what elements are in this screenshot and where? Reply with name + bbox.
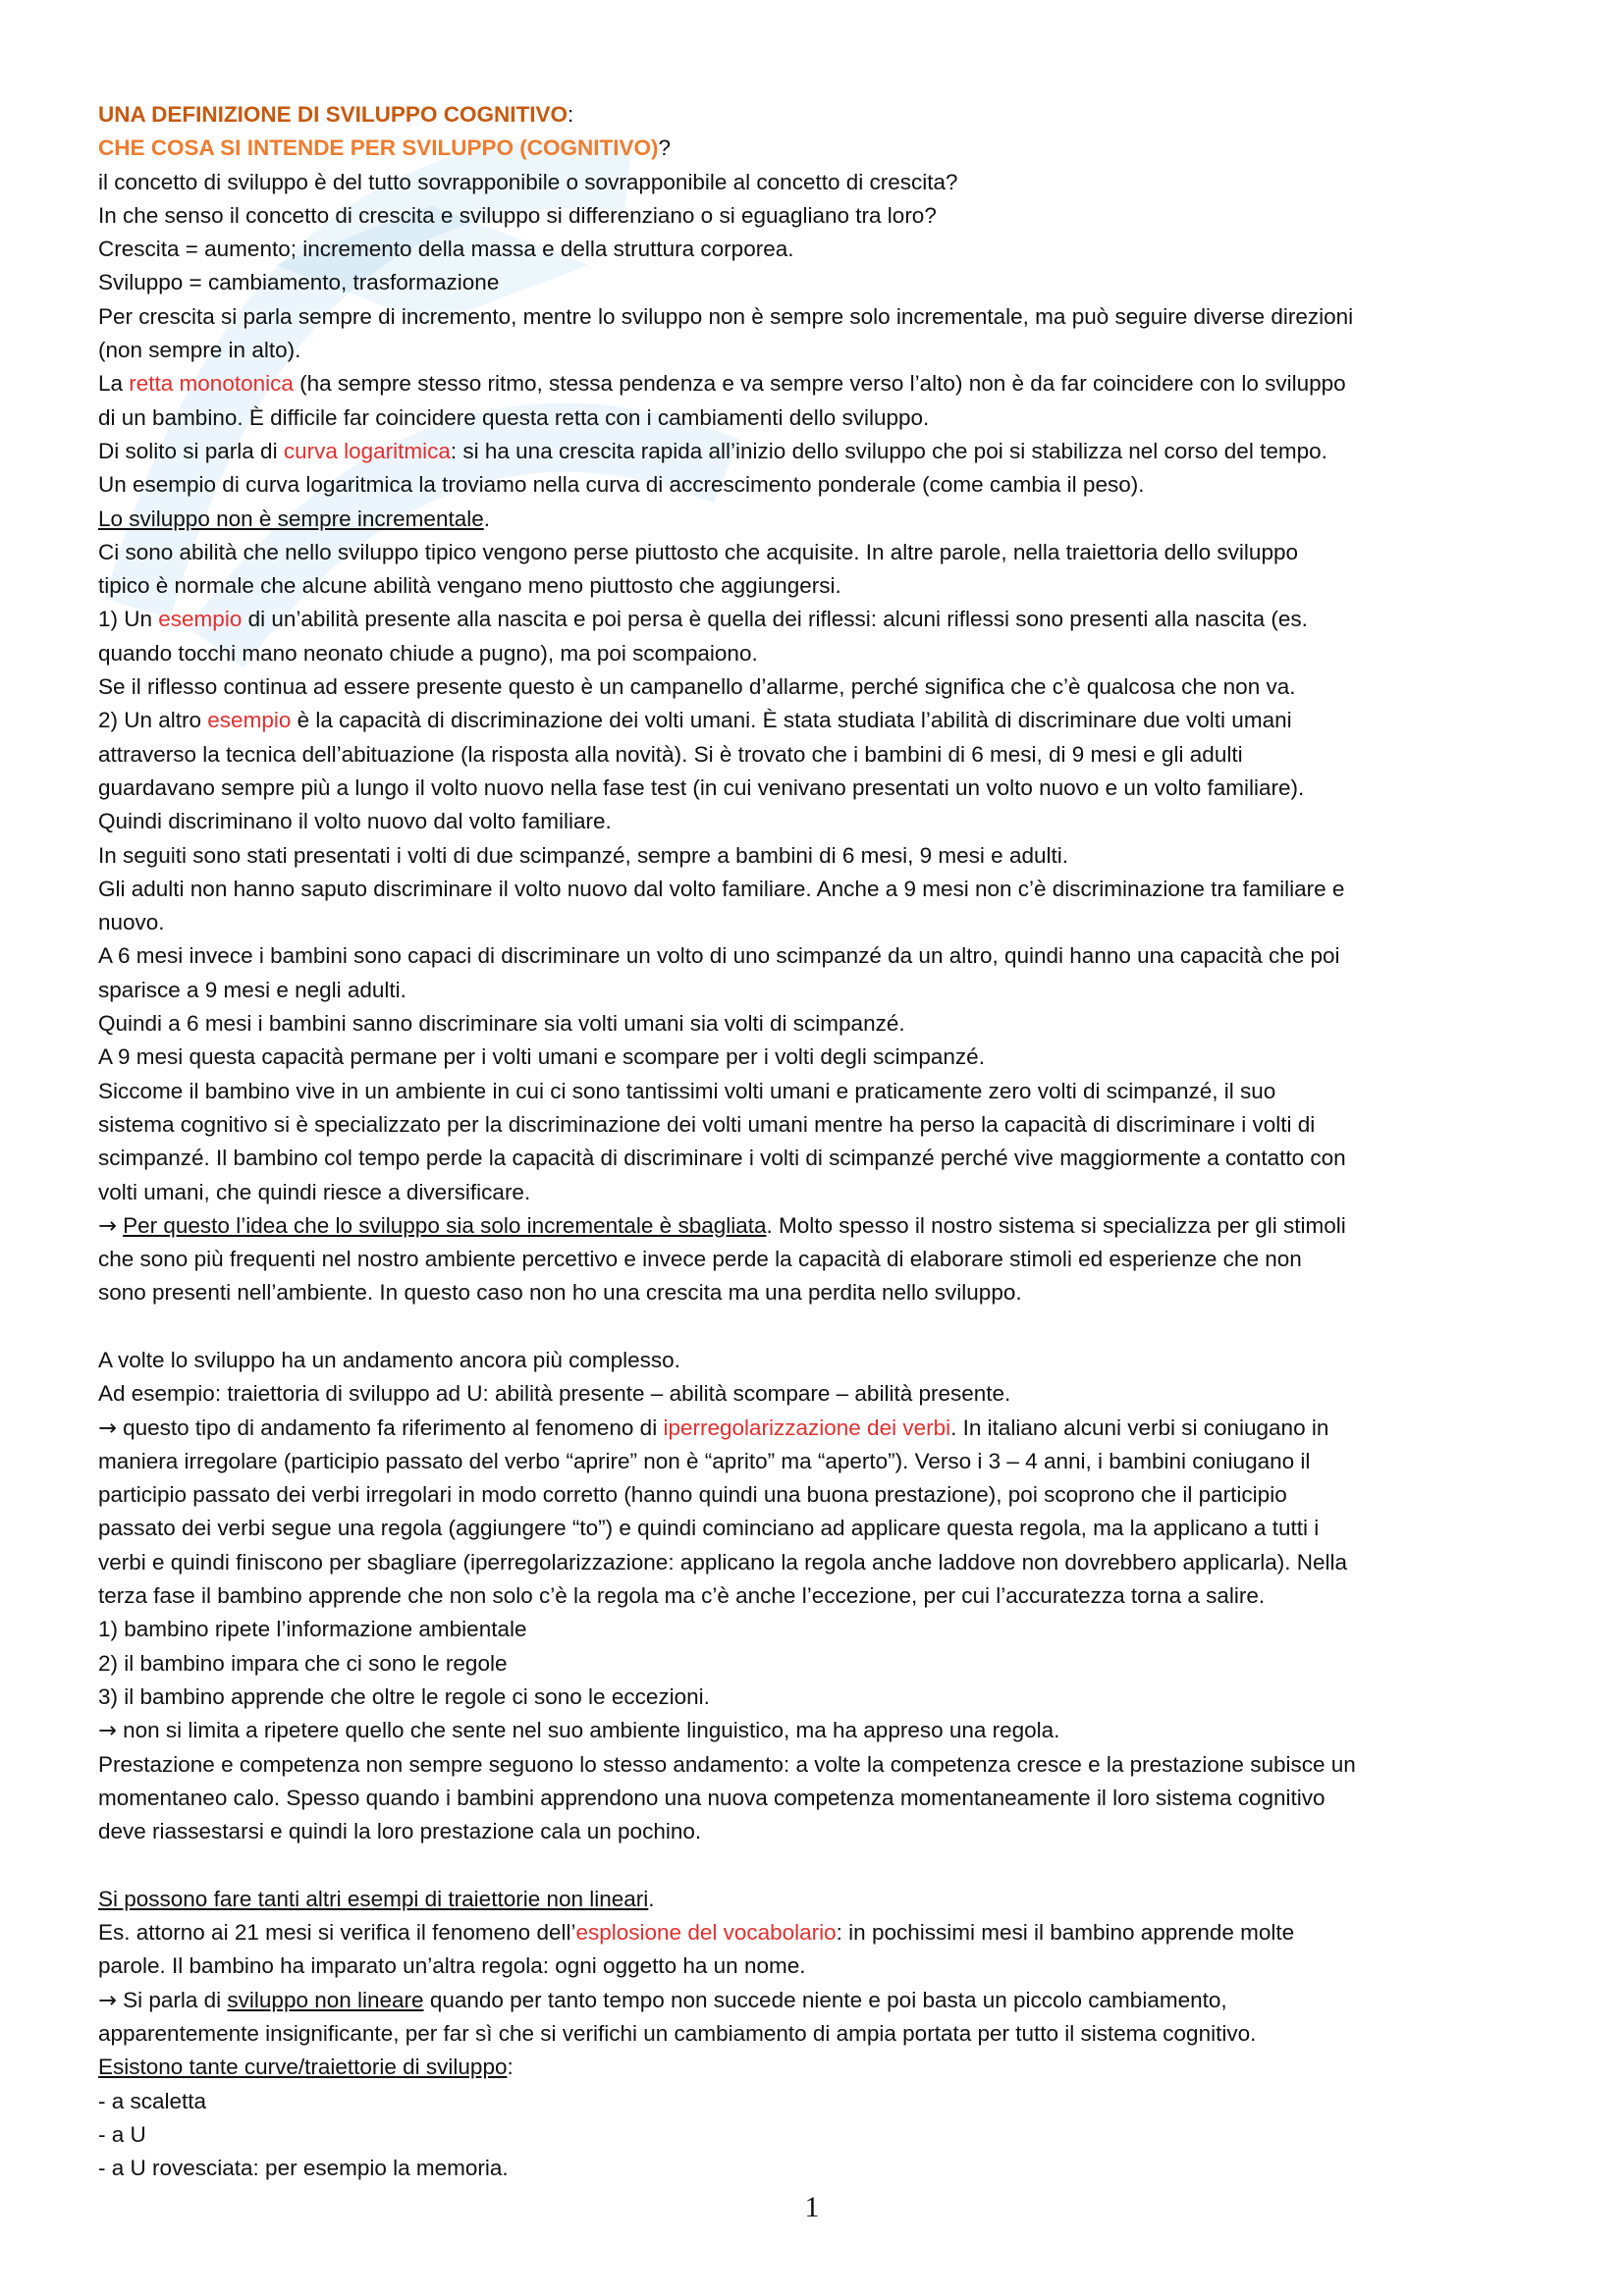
document-subtitle: CHE COSA SI INTENDE PER SVILUPPO (COGNITIVO)? <box>98 135 671 161</box>
list-item: - a scaletta <box>98 2088 207 2113</box>
text-line: 2) Un altro esempio è la capacità di discriminazione dei volti umani. È stata studiata l’abilità di discriminare due volti umani <box>98 708 1292 733</box>
text-line: il concetto di sviluppo è del tutto sovrapponibile o sovrapponibile al concetto di crescita? <box>98 169 958 194</box>
text-line: participio passato dei verbi irregolari in modo corretto (hanno quindi una buona prestazione), poi scoprono che il participio <box>98 1482 1287 1508</box>
arrow-right-icon: → <box>98 1987 117 2013</box>
text-line: che sono più frequenti nel nostro ambiente percettivo e invece perde la capacità di elaborare stimoli ed esperienze che non <box>98 1247 1302 1272</box>
text-line: In seguiti sono stati presentati i volti di due scimpanzé, sempre a bambini di 6 mesi, 9 mesi e adulti. <box>98 842 1068 868</box>
section-heading: Esistono tante curve/traiettorie di sviluppo: <box>98 2055 514 2080</box>
text-line: A 6 mesi invece i bambini sono capaci di discriminare un volto di uno scimpanzé da un altro, quindi hanno una capacità che poi <box>98 943 1340 969</box>
text-line: 1) Un esempio di un’abilità presente alla nascita e poi persa è quella dei riflessi: alcuni riflessi sono presenti alla nascita (es. <box>98 607 1308 632</box>
text-line: → Per questo l’idea che lo sviluppo sia solo incrementale è sbagliata. Molto spesso il nostro sistema si specializza per gli stimoli <box>98 1212 1346 1239</box>
text-line: A 9 mesi questa capacità permane per i volti umani e scompare per i volti degli scimpanzé. <box>98 1044 985 1070</box>
text-line: Di solito si parla di curva logaritmica: si ha una crescita rapida all’inizio dello sviluppo che poi si stabilizza nel corso del tempo. <box>98 438 1327 463</box>
text-line: verbi e quindi finiscono per sbagliare (iperregolarizzazione: applicano la regola anche laddove non dovrebbero applicarla). Nella <box>98 1549 1348 1575</box>
text-line: Quindi a 6 mesi i bambini sanno discriminare sia volti umani sia volti di scimpanzé. <box>98 1011 905 1037</box>
text-line: (non sempre in alto). <box>98 338 301 363</box>
text-line: Ci sono abilità che nello sviluppo tipico vengono perse piuttosto che acquisite. In altre parole, nella traiettoria dello sviluppo <box>98 539 1298 564</box>
document-title: UNA DEFINIZIONE DI SVILUPPO COGNITIVO: <box>98 102 574 127</box>
text-line: attraverso la tecnica dell’abituazione (la risposta alla novità). Si è trovato che i bambini di 6 mesi, di 9 mesi e gli adulti <box>98 741 1243 767</box>
section-heading: Lo sviluppo non è sempre incrementale. <box>98 506 490 531</box>
text-line: Un esempio di curva logaritmica la troviamo nella curva di accrescimento ponderale (come cambia il peso). <box>98 472 1145 498</box>
list-item: - a U rovesciata: per esempio la memoria. <box>98 2156 509 2181</box>
text-line: deve riassestarsi e quindi la loro prestazione cala un pochino. <box>98 1819 702 1844</box>
arrow-right-icon: → <box>98 1718 117 1744</box>
text-line: sistema cognitivo si è specializzato per la discriminazione dei volti umani mentre ha perso la capacità di discriminare i volti di <box>98 1111 1316 1137</box>
page-number: 1 <box>804 2191 820 2223</box>
text-line: sparisce a 9 mesi e negli adulti. <box>98 977 406 1002</box>
text-line: → Si parla di sviluppo non lineare quando per tanto tempo non succede niente e poi basta un piccolo cambiamento, <box>98 1987 1227 2013</box>
text-line: Quindi discriminano il volto nuovo dal volto familiare. <box>98 809 612 834</box>
highlight-term: iperregolarizzazione dei verbi <box>663 1415 951 1440</box>
text-line: sono presenti nell’ambiente. In questo caso non ho una crescita ma una perdita nello sviluppo. <box>98 1280 1022 1306</box>
text-line: apparentemente insignificante, per far sì che si verifichi un cambiamento di ampia portata per tutto il sistema cognitivo. <box>98 2020 1257 2046</box>
list-item: - a U <box>98 2121 146 2147</box>
text-line: guardavano sempre più a lungo il volto nuovo nella fase test (in cui venivano presentati un volto nuovo e un volto familiare). <box>98 774 1305 800</box>
text-line: momentaneo calo. Spesso quando i bambini apprendono una nuova competenza momentaneamente il loro sistema cognitivo <box>98 1785 1326 1810</box>
text-line: Se il riflesso continua ad essere presente questo è un campanello d’allarme, perché significa che c’è qualcosa che non va. <box>98 674 1296 700</box>
highlight-term: esplosione del vocabolario <box>575 1920 837 1946</box>
document-page <box>98 98 1542 2185</box>
text-line: quando tocchi mano neonato chiude a pugno), ma poi scompaiono. <box>98 640 758 666</box>
text-line: parole. Il bambino ha imparato un’altra regola: ogni oggetto ha un nome. <box>98 1953 806 1979</box>
text-line: Siccome il bambino vive in un ambiente in cui ci sono tantissimi volti umani e praticamente zero volti di scimpanzé, il suo <box>98 1078 1276 1103</box>
text-line: nuovo. <box>98 910 165 935</box>
paragraph-gap <box>98 1310 1542 1344</box>
highlight-term: retta monotonica <box>129 371 294 397</box>
text-line: scimpanzé. Il bambino col tempo perde la capacità di discriminare i volti di scimpanzé perché vive maggiormente a contatto con <box>98 1146 1346 1171</box>
text-line: maniera irregolare (participio passato del verbo “aprire” non è “aprito” ma “aperto”). Verso i 3 – 4 anni, i bambini coniugano il <box>98 1448 1311 1473</box>
list-item: 1) bambino ripete l’informazione ambientale <box>98 1617 527 1642</box>
paragraph-gap <box>98 1848 1542 1882</box>
text-line: A volte lo sviluppo ha un andamento ancora più complesso. <box>98 1347 680 1372</box>
highlight-term: curva logaritmica <box>283 438 451 463</box>
text-line: Gli adulti non hanno saputo discriminare il volto nuovo dal volto familiare. Anche a 9 mesi non c’è discriminazione tra familiare e <box>98 876 1345 901</box>
text-line: Ad esempio: traiettoria di sviluppo ad U: abilità presente – abilità scompare – abilità presente. <box>98 1381 1011 1407</box>
text-line: Crescita = aumento; incremento della massa e della struttura corporea. <box>98 237 794 262</box>
highlight-term: esempio <box>207 708 292 733</box>
text-line: volti umani, che quindi riesce a diversificare. <box>98 1179 531 1204</box>
text-line: Per crescita si parla sempre di incremento, mentre lo sviluppo non è sempre solo incrementale, ma può seguire diverse direzioni <box>98 303 1354 329</box>
list-item: 2) il bambino impara che ci sono le regole <box>98 1650 508 1676</box>
highlight-term: esempio <box>158 607 243 632</box>
text-line: La retta monotonica (ha sempre stesso ritmo, stessa pendenza e va sempre verso l’alto) non è da far coincidere con lo sviluppo <box>98 371 1346 397</box>
text-line: Es. attorno ai 21 mesi si verifica il fenomeno dell’esplosione del vocabolario: in pochissimi mesi il bambino apprende molte <box>98 1920 1295 1946</box>
text-line: → non si limita a ripetere quello che sente nel suo ambiente linguistico, ma ha appreso una regola. <box>98 1718 1060 1744</box>
arrow-right-icon: → <box>98 1415 117 1441</box>
text-line: In che senso il concetto di crescita e sviluppo si differenziano o si eguagliano tra loro? <box>98 202 937 228</box>
text-line: di un bambino. È difficile far coincidere questa retta con i cambiamenti dello sviluppo. <box>98 404 930 430</box>
text-line: tipico è normale che alcune abilità vengano meno piuttosto che aggiungersi. <box>98 573 841 599</box>
arrow-right-icon: → <box>98 1212 117 1239</box>
list-item: 3) il bambino apprende che oltre le regole ci sono le eccezioni. <box>98 1683 710 1709</box>
text-line: → questo tipo di andamento fa riferimento al fenomeno di iperregolarizzazione dei verbi. In italiano alcuni verbi si coniugano in <box>98 1415 1329 1441</box>
text-line: Sviluppo = cambiamento, trasformazione <box>98 270 500 295</box>
text-line: passato dei verbi segue una regola (aggiungere “to”) e quindi cominciano ad applicare questa regola, ma la applicano a tutti i <box>98 1516 1320 1541</box>
text-line: Prestazione e competenza non sempre seguono lo stesso andamento: a volte la competenza cresce e la prestazione subisce un <box>98 1751 1356 1777</box>
section-heading: Si possono fare tanti altri esempi di traiettorie non lineari. <box>98 1886 655 1911</box>
text-line: terza fase il bambino apprende che non solo c’è la regola ma c’è anche l’eccezione, per cui l’accuratezza torna a salire. <box>98 1583 1266 1609</box>
